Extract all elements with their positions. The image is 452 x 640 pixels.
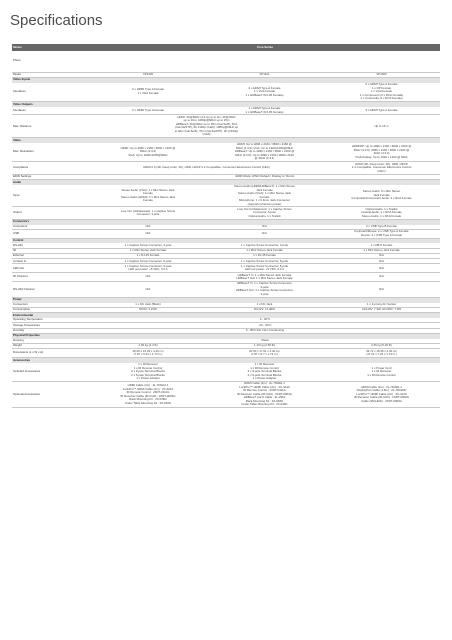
spec-label: IR Channel (12, 273, 90, 282)
spec-label: Compliance (12, 162, 90, 174)
spec-label: Connectors (12, 303, 90, 308)
spec-value-vp1421: 1 x Mini Stereo Jack Female (206, 248, 323, 253)
spec-value-vp1421: 1 x Captive Screw Connector, 5-pole (206, 259, 323, 264)
spec-value-vp1420: Line Out (Unbalanced): 1 x Captive Screw Connector, 3-pole (90, 207, 206, 219)
spec-value-vp1420: 1 x DC Jack (Black) (90, 303, 206, 308)
section-title: Power (12, 297, 440, 302)
spec-label: Output (12, 207, 90, 219)
spec-value-vp1420: 20.00 x 16.03 x 4.40 cm (7.87 x 6.31 x 1.73 in.) (90, 349, 206, 358)
product-photo-vp1920 (323, 51, 440, 72)
spec-value-vp1420: 1 x Captive Screw Connector, 5-pole LED out power: +5 VDC, 0.2 A (90, 264, 206, 273)
spec-label: EDID Settings (12, 174, 90, 179)
spec-table (12, 44, 440, 408)
spec-value-vp1420: 1 x IR Receiver 1 x IR Remote Control 2 x 3-pole Terminal Blocks 2 x 5-pole Terminal Blocks 1 x Power Adapter (90, 363, 206, 382)
spec-value-vp1420-vp1421: HDMI 2.0 (3D, Deep Color, 4K), HDR, HDCP 2.2 Compatible, Consumer Electronics Control (CEC) (90, 162, 323, 174)
spec-value-vp1920: Optical Audio: 1 x Toslink Coaxial Audio: 1 x RCA Female Stereo Audio: 1 x RCA Female (323, 207, 440, 219)
spec-label: Computers (12, 225, 90, 230)
spec-value-vp1420: 3 x HDMI Type A Female 1 x VGA Female (90, 83, 206, 102)
spec-value-vp1421: 2 x HDMI Type A Female 1 x VGA Female 1 x HDBaseT (RJ-45 Female) (206, 83, 323, 102)
spec-value-vp1920: 6 x HDMI Type A Female 1 x DP Female 1 x VGA Female 1 x Component (3 x RCA Female) 1 x Composite (1 x RCA Female) (323, 83, 440, 102)
spec-label: Housing (12, 339, 90, 344)
spec-value-vp1420: 1 x Captive Screw Connector, 5-pole (90, 259, 206, 264)
spec-label: Interfaces (12, 107, 90, 115)
spec-value-vp1421: HDBaseT In: 1 x Mini Stereo Jack Female HDBaseT Out: 1 x Mini Stereo Jack Female (206, 273, 323, 282)
spec-value-vp1420: VP1420 (90, 72, 206, 77)
spec-row (12, 264, 440, 273)
spec-label: Dimensions (L x W x H) (12, 349, 90, 358)
section-title: Video Outputs (12, 101, 440, 106)
spec-row (12, 162, 440, 174)
series-value: Core Series (90, 44, 440, 51)
spec-row (12, 115, 440, 138)
spec-label: Max. Distance (12, 115, 90, 138)
spec-label: USB (12, 229, 90, 238)
spec-value-vp1920: N/A (323, 253, 440, 258)
spec-value-vp1420: N/A (90, 225, 206, 230)
spec-label: Max. Resolution (12, 143, 90, 162)
spec-value-vp1420: 1 x RJ-45 Female (90, 253, 206, 258)
spec-label: IR (12, 248, 90, 253)
spec-value-vp1920: VP1920 (323, 72, 440, 77)
spec-value-vp1920: 43.72 x 18.36 x 4.40 cm (17.21 x 7.23 x 1.73 in.) (323, 349, 440, 358)
spec-row (12, 363, 440, 382)
spec-value-all: Metal (90, 339, 440, 344)
spec-value-vp1421: Stereo Audio (HDMI/HDBaseT): 1 x Mini Stereo Jack Female Stereo Audio (VGA): 1 x Mini Stereo Jack Female Microphone: 1 x 6.3mm Jack Connector (supports phantom power) (206, 185, 323, 207)
spec-value-vp1421: 20.00 x 17.01 x 4.40 cm (7.87 x 6.7 x 1.73 in.) (206, 349, 323, 358)
spec-value-vp1420: 1 x Captive Screw Connector, 3-pole (90, 243, 206, 248)
spec-row (12, 381, 440, 407)
spec-value-vp1421: N/A (206, 229, 323, 238)
section-title: Environmental (12, 313, 440, 318)
spec-value-all: 0 - 40°C (90, 318, 440, 323)
spec-value-vp1421: 1 x HDMI Type A Female 1 x HDBaseT (RJ-45 Female) (206, 107, 323, 115)
spec-row (12, 273, 440, 282)
spec-value-all: -20 - 60°C (90, 323, 440, 328)
spec-label: Model (12, 72, 90, 77)
spec-value-vp1920: 1 x Mini Stereo Jack Female (323, 248, 440, 253)
spec-value-vp1920: N/A (323, 264, 440, 273)
spec-value-vp1920: HDMI/DP: Up to 4096 x 2160 / 3840 x 2160 @ 60Hz (4:2:0); 4096 x 2160 / 3840 x 2160 @ 30Hz (4:4:4) VGA/Analog: Up to 1920 x 1200 @ 60Hz (323, 143, 440, 162)
spec-value-vp1420: 1.09 kg (2.4 lb) (90, 343, 206, 348)
spec-row (12, 282, 440, 298)
spec-row (12, 349, 440, 358)
spec-value-vp1421: VP1421 (206, 72, 323, 77)
photo-row (12, 51, 440, 72)
spec-label: Operating Temperature (12, 318, 90, 323)
section-title: Connectors (12, 219, 440, 224)
spec-value-vp1421: 1 x Captive Screw Connector, 5-pole LED out power: +5 VDC, 0.2 A (206, 264, 323, 273)
spec-value-vp1421: HDBaseT In: 1 x Captive Screw Connector, 3-pole HDBaseT Out: 1 x Captive Screw Connector, 3-pole (206, 282, 323, 298)
spec-value-vp1420: DC5V: 3.21W (90, 307, 206, 312)
series-label: Series (12, 44, 90, 51)
series-header-row (12, 44, 440, 51)
spec-label: Included Accessories (12, 363, 90, 382)
spec-label: RS-232 (12, 243, 90, 248)
spec-value-all: EDID Mode: ATEN Default / Display A / Remix (90, 174, 440, 179)
spec-value-vp1421: HDMI: Up to 4096 x 2160 / 3840 x 2160 @ 60Hz (4:4:4); VGA: Up to 1920x1200@60Hz HDBaseT: Up to 4096 x 2160 / 3840 x 2160 @ 60Hz (4:2:0); Up to 4096 x 2160 / 3840x 2160 @ 30Hz (4:4:4) (206, 143, 323, 162)
spec-value-vp1420: Stereo Audio (VGA): 1 x Mini Stereo Jack Female Stereo Audio (HDMI): 1 x Mini Stereo Jack Female (90, 185, 206, 207)
spec-value-vp1420: HDMI Cable (2m) : 2L-7D02H-1 LockPro™ HDMI Cable (2m) : 2X-4A10 IR Remote Control : 2XRT-0111G IR Receiver Cable (IR-CH0) : 2XRT-0003G Rack Mounting Kit : 2X-048G Under Table Mounting Kit : 2X-046G (90, 381, 206, 407)
spec-value-vp1421: 1 x Captive Screw Connector, 3-pole (206, 243, 323, 248)
spec-row (12, 143, 440, 162)
spec-row (12, 207, 440, 219)
spec-label: Input (12, 185, 90, 207)
section-title: Control (12, 238, 440, 243)
spec-row (12, 83, 440, 102)
spec-value-vp1420: 1 x Mini Stereo Jack Female (90, 248, 206, 253)
spec-value-vp1920: 1 x DB-9 Female (323, 243, 440, 248)
spec-value-vp1421: 1 x DC Jack (206, 303, 323, 308)
spec-value-vp1920: N/A (323, 259, 440, 264)
spec-value-vp1920: N/A (323, 282, 440, 298)
product-photo-vp1420 (90, 51, 206, 72)
spec-label: LED Out (12, 264, 90, 273)
spec-label: Humidity (12, 328, 90, 333)
spec-value-vp1420: N/A (90, 229, 206, 238)
spec-label: Storage Temperature (12, 323, 90, 328)
spec-value-vp1920: Up to 15 m (323, 115, 440, 138)
spec-label: Ethernet (12, 253, 90, 258)
spec-value-vp1920: Keyboard/Mouse: 2 x USB Type A Female Device: 2 x USB Type A Female (323, 229, 440, 238)
section-title: Video Inputs (12, 77, 440, 82)
spec-value-vp1421: HDMI Cable (2m) : 2L-7D02H-1 LockPro™ HDMI Cable (2m) : 2X-4A10 IR Remote Control : 2XRT-0111G IR Receiver Cable (IR-CH0) : 2XRT-0003G HDBaseT Cat 6 Cable : 2L-2910 Rack Mounting Kit : 2X-048G Under Table Mounting Kit : 2X-046G (206, 381, 323, 407)
spec-value-vp1420: HDMI: Up to 4096 x 2160 / 3840 x 2160 @ 60Hz (4:4:4) VGA: Up to 1920x1200@60Hz (90, 143, 206, 162)
spec-label: Contact In (12, 259, 90, 264)
spec-value-vp1920: AC110V: 7.3W; AC220V: 7.3W (323, 307, 440, 312)
spec-value-all: 0 - 80% RH, Non-Condensing (90, 328, 440, 333)
spec-value-vp1420: N/A (90, 282, 206, 298)
spec-value-vp1421: 1 x RJ-45 Female (206, 253, 323, 258)
spec-value-vp1421: N/A (206, 225, 323, 230)
section-title: Accessories (12, 357, 440, 362)
spec-value-vp1920: N/A (323, 273, 440, 282)
spec-value-vp1421: Line Out (Unbalanced): 1 x Captive Screw Connector, 5-pole Optical Audio: 1 x Toslink (206, 207, 323, 219)
spec-row (12, 229, 440, 238)
spec-label: RS-232 Channel (12, 282, 90, 298)
page-title: Specifications (10, 12, 103, 29)
spec-value-vp1920: HDMI Cable (2m) : 2L-7D02H-1 DisplayPort Cable (1.8m) : 2L-7D02DP LockPro™ HDMI Cable (2m) : 2X-4A10 IR Receiver Cable (IR-CH0) : 2XRT-0003G Cable (3M-HDD) : 2XRT-0003G (323, 381, 440, 407)
spec-value-vp1920: 1 x Power Cord 1 x IR Receiver 1 x IR Remote Control (323, 363, 440, 382)
section-title: Audio (12, 179, 440, 184)
spec-label: Optional Accessories (12, 381, 90, 407)
spec-value-vp1420: N/A (90, 273, 206, 282)
spec-row (12, 107, 440, 115)
spec-row (12, 185, 440, 207)
spec-label: Weight (12, 343, 90, 348)
section-title: Video (12, 138, 440, 143)
spec-value-vp1920: 2.36 kg (5.20 lb) (323, 343, 440, 348)
photo-label: Photo (12, 51, 90, 72)
product-photo-vp1421 (206, 51, 323, 72)
spec-label: Interfaces (12, 83, 90, 102)
section-title: Physical Properties (12, 333, 440, 338)
spec-value-vp1920: Stereo Audio: 9 x Mini Stereo Jack Female Composite/Component Audio: 2 x RCA Female (323, 185, 440, 207)
spec-value-vp1421: 1.16 kg (2.56 lb) (206, 343, 323, 348)
spec-value-vp1420-vp1421: HDMI: 4K@60Hz (4:4:4) up to 3m; 4K@30Hz up to 10m; 1080p@60Hz up to 15m HDBaseT: 4K@30Hz up to 35m (Cat.5e/6); 40m (Cat.6a/STP); 2K 2160p (Cat6); 1080p@60Hz up to 60m (Cat.5e/6); 70m (Cat.6a/STP); 2K (2160p) (Cat6) (90, 115, 323, 138)
spec-value-vp1420: 2 x HDMI Type A Female (90, 107, 206, 115)
spec-value-vp1920: 2 x USB Type B Female (323, 225, 440, 230)
spec-value-vp1920: HDMI (3D, Deep Color, 4K), HDR, HDCP 1.4 Compatible, Consumer Electronics Control (CEC) (323, 162, 440, 174)
spec-value-vp1920: 3 x HDMI Type A Female (323, 107, 440, 115)
spec-value-vp1421: DC12V: 14.00W (206, 307, 323, 312)
spec-value-vp1920: 1 x 3-prong AC Socket (323, 303, 440, 308)
spec-label: Consumption (12, 307, 90, 312)
spec-value-vp1421: 1 x IR Receiver 1 x IR Remote Control 4 x 3-pole Terminal Blocks 2 x 5-pole Terminal Blocks 1 x Power Adapter (206, 363, 323, 382)
